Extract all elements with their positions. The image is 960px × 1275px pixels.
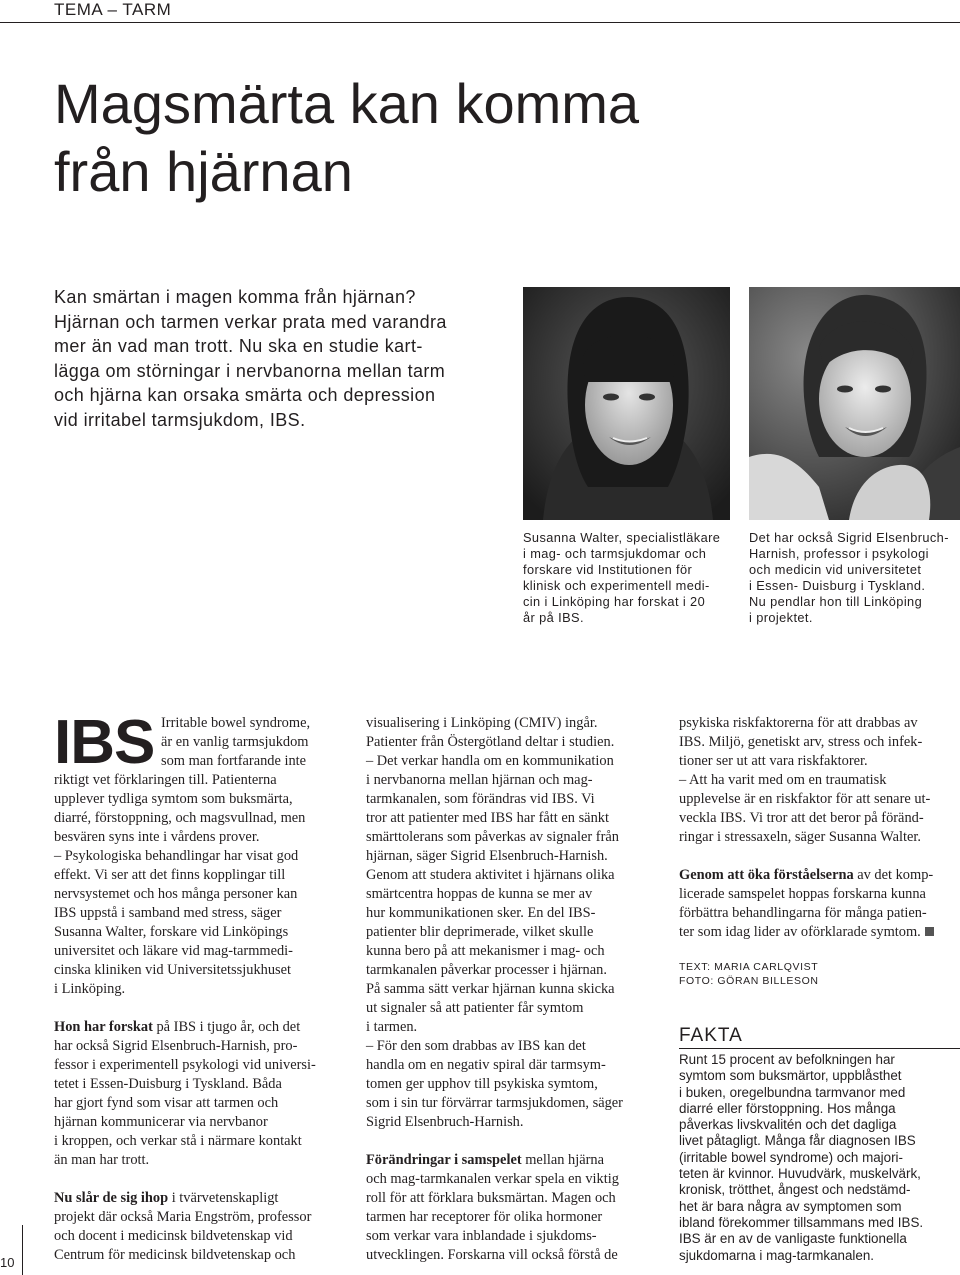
text-line: år på IBS. — [523, 610, 584, 625]
text-line: FOTO: GÖRAN BILLESON — [679, 975, 819, 987]
text-line: – Psykologiska behandlingar har visat god — [54, 848, 299, 864]
paragraph — [54, 1037, 344, 1170]
dropcap-wrap-lines — [54, 714, 344, 771]
text-line: Det har också Sigrid Elsenbruch- — [749, 530, 949, 545]
text-line: i nervbanorna mellan hjärnan och mag- — [366, 772, 593, 788]
text-line: licerade samspelet hoppas forskarna kunna — [679, 886, 926, 902]
text-line: i mag- och tarmsjukdomar och — [523, 546, 707, 561]
page-number-rule — [22, 1225, 23, 1275]
text-line: förbättra behandlingarna för många patien- — [679, 905, 927, 921]
text-line: universitet och läkare vid mag-tarmmedi- — [54, 943, 293, 959]
text-line: sjukdomarna i mag-tarmkanalen. — [679, 1247, 874, 1263]
text-line: lägga om störningar i nervbanorna mellan tarm — [54, 360, 446, 381]
text-line: projekt där också Maria Engström, professor — [54, 1209, 312, 1225]
paragraph — [54, 771, 344, 999]
headline-line: Magsmärta kan komma — [54, 72, 640, 135]
text-line: klinisk och experimentell medi- — [523, 578, 710, 593]
text-line: tarmen har receptorer för olika hormoner — [366, 1209, 603, 1225]
section-label: TEMA – TARM — [54, 0, 172, 19]
text-line: teten är kvinnor. Huvudvärk, muskelvärk, — [679, 1166, 921, 1182]
text-line: har gjort fynd som visar att tarmen och — [54, 1095, 279, 1111]
text-line: Runt 15 procent av befolkningen har — [679, 1052, 895, 1067]
text-line: veckla IBS. Vi tror att det beror på föränd- — [679, 810, 924, 826]
paragraph-lead-line: Genom att öka förståelserna av det komp- — [679, 867, 934, 883]
portrait-photo-susanna-walter — [523, 287, 730, 520]
text-line: visualisering i Linköping (CMIV) ingår. — [366, 715, 598, 731]
intro-text — [54, 285, 514, 432]
text-line: fessor i experimentell psykologi vid universi- — [54, 1057, 316, 1073]
text-line: vid irritabel tarmsjukdom, IBS. — [54, 409, 306, 430]
text-line: het är bara några av symptomen som — [679, 1198, 902, 1214]
text-line: ringar i stressaxeln, säger Susanna Walter. — [679, 829, 921, 845]
text-line: besvären syns inte i vårdens prover. — [54, 829, 260, 845]
photo-caption-2 — [749, 530, 949, 626]
paragraph — [679, 714, 949, 847]
paragraph — [366, 1170, 656, 1265]
text-line: tetet i Essen-Duisburg i Tyskland. Båda — [54, 1076, 282, 1092]
text-line: diarré, förstoppning, och magsvullnad, men — [54, 810, 306, 826]
dropcap-ibs: IBS — [54, 708, 155, 777]
page-number: 10 — [0, 1255, 15, 1270]
text-line: i Essen- Duisburg i Tyskland. — [749, 578, 926, 593]
text-line: som verkar vara inblandade i sjukdoms- — [366, 1228, 597, 1244]
text-line: påverkas livskvalitén och det dagliga — [679, 1117, 897, 1133]
end-of-article-square-icon — [925, 927, 934, 936]
text-line: tioner ser ut att vara riskfaktorer. — [679, 753, 868, 769]
text-line: utvecklingen. Forskarna vill också förstå de — [366, 1247, 618, 1263]
text-line: är en vanlig tarmsjukdom — [161, 734, 309, 750]
text-line: kronisk, trötthet, ångest och nedstämd- — [679, 1182, 911, 1198]
paragraph-lead: Nu slår de sig ihop — [54, 1190, 169, 1206]
text-line: forskare vid Institutionen för — [523, 562, 693, 577]
text-line: kunna bero på att mekanismer i mag- och — [366, 943, 605, 959]
text-line: som i sin tur förvärrar tarmsjukdomen, säger — [366, 1095, 623, 1111]
text-line: upplever tydliga symtom som buksmärta, — [54, 791, 293, 807]
headline — [54, 70, 639, 206]
text-line: – Att ha varit med om en traumatisk — [679, 772, 887, 788]
text-line: – För den som drabbas av IBS kan det — [366, 1038, 586, 1054]
text-line: ut signaler så att patienter får symtom — [366, 1000, 584, 1016]
text-line: Genom att studera aktivitet i hjärnans olika — [366, 867, 615, 883]
fakta-title: FAKTA — [679, 1025, 743, 1046]
text-line: roll för att förklara buksmärtan. Magen och — [366, 1190, 616, 1206]
text-line: ter som idag lider av oförklarade symtom. — [679, 923, 949, 942]
text-line: tarmkanalen påverkar processer i hjärnan. — [366, 962, 607, 978]
text-line: patienter blir deprimerade, vilket skulle — [366, 924, 594, 940]
text-line: smärttolerans som påverkas av signaler från — [366, 829, 619, 845]
text-line: handla om en negativ spiral där tarmsym- — [366, 1057, 606, 1073]
text-line: har också Sigrid Elsenbruch-Harnish, pro- — [54, 1038, 298, 1054]
article-column-2 — [366, 714, 656, 1265]
paragraph-lead-line: Förändringar i samspelet mellan hjärna — [366, 1152, 604, 1168]
paragraph — [54, 1208, 344, 1265]
text-line: Kan smärtan i magen komma från hjärnan? — [54, 287, 416, 307]
text-line: IBS är en av de vanligaste funktionella — [679, 1231, 907, 1247]
fakta-body — [679, 1052, 923, 1264]
text-line: hur kommunikationen sker. En del IBS- — [366, 905, 596, 921]
paragraph-lead-line: Hon har forskat på IBS i tjugo år, och det — [54, 1019, 301, 1035]
text-line: cin i Linköping har forskat i 20 — [523, 594, 706, 609]
text-line: hjärnan, säger Sigrid Elsenbruch-Harnish. — [366, 848, 608, 864]
text-line: i tarmen. — [366, 1019, 418, 1035]
text-line: Irritable bowel syndrome, — [161, 715, 311, 731]
article-credits — [679, 960, 819, 988]
text-line: Harnish, professor i psykologi — [749, 546, 929, 561]
text-line: IBS uppstå i samband med stress, säger — [54, 905, 282, 921]
text-line: tomen ger upphov till psykiska symtom, — [366, 1076, 598, 1092]
text-line: och docent i medicinsk bildvetenskap vid — [54, 1228, 293, 1244]
text-line: Centrum för medicinsk bildvetenskap och — [54, 1247, 296, 1263]
text-line: än man har trott. — [54, 1152, 150, 1168]
photo-caption-1 — [523, 530, 720, 626]
text-line: nervsystemet och hos många personer kan — [54, 886, 298, 902]
headline-line: från hjärnan — [54, 140, 353, 203]
article-column-3 — [679, 714, 949, 942]
text-line: livet påtagligt. Många får diagnosen IBS — [679, 1133, 916, 1149]
text-line: effekt. Vi ser att det finns kopplingar till — [54, 867, 286, 883]
text-line: och hjärna kan orsaka smärta och depression — [54, 385, 436, 405]
portrait-photo-sigrid-elsenbruch-harnish — [749, 287, 960, 520]
text-line: (irritable bowel syndrome) och majori- — [679, 1149, 903, 1165]
text-line: symtom som buksmärtor, uppblåsthet — [679, 1068, 902, 1084]
paragraph — [679, 885, 949, 942]
text-line: Nu pendlar hon till Linköping — [749, 594, 923, 609]
text-line: riktigt vet förklaringen till. Patienterna — [54, 772, 277, 788]
text-line: psykiska riskfaktorerna för att drabbas av — [679, 715, 918, 731]
article-column-1 — [54, 708, 344, 1265]
text-line: – Det verkar handla om en kommunikation — [366, 753, 614, 769]
text-line: Patienter från Östergötland deltar i studien. — [366, 734, 615, 750]
text-line: som man fortfarande inte — [161, 753, 307, 769]
text-line: Sigrid Elsenbruch-Harnish. — [366, 1114, 524, 1130]
text-line: i buken, oregelbundna tarmvanor med — [679, 1084, 906, 1100]
text-line: cinska kliniken vid Universitetssjukhuset — [54, 962, 292, 978]
paragraph-lead-line: Nu slår de sig ihop i tvärvetenskapligt — [54, 1190, 279, 1206]
paragraph-lead: Förändringar i samspelet — [366, 1152, 522, 1168]
fakta-rule — [679, 1048, 960, 1049]
text-line: i projektet. — [749, 610, 813, 625]
paragraph-lead: Hon har forskat — [54, 1019, 153, 1035]
text-line: Susanna Walter, specialistläkare — [523, 530, 721, 545]
text-line: mer än vad man trott. Nu ska en studie kart- — [54, 336, 423, 356]
paragraph-lead: Genom att öka förståelserna — [679, 867, 854, 883]
text-line: hjärnan kommunicerar via nervbanor — [54, 1114, 268, 1130]
text-line: På samma sätt verkar hjärnan kunna skicka — [366, 981, 615, 997]
text-line: smärtcentra hoppas de kunna se mer av — [366, 886, 593, 902]
text-line: tror att patienter med IBS har fått en sänkt — [366, 810, 609, 826]
text-line: upplevelse är en riskfaktor för att senare ut- — [679, 791, 931, 807]
text-line: IBS. Miljö, genetiskt arv, stress och infek- — [679, 734, 923, 750]
text-line: och mag-tarmkanalen verkar spela en viktig — [366, 1171, 619, 1187]
text-line: i kroppen, och verkar stå i närmare kontakt — [54, 1133, 302, 1149]
header-rule — [0, 22, 960, 23]
text-line: TEXT: MARIA CARLQVIST — [679, 961, 819, 973]
text-line: Hjärnan och tarmen verkar prata med varandra — [54, 311, 447, 332]
text-line: och medicin vid universitetet — [749, 562, 922, 577]
text-line: i Linköping. — [54, 981, 126, 997]
text-line: diarré eller förstoppning. Hos många — [679, 1100, 896, 1116]
text-line: Susanna Walter, forskare vid Linköpings — [54, 924, 289, 940]
text-line: ibland förekommer tillsammans med IBS. — [679, 1214, 924, 1230]
paragraph — [366, 714, 656, 1132]
text-line: tarmkanalen, som förändras vid IBS. Vi — [366, 791, 595, 807]
